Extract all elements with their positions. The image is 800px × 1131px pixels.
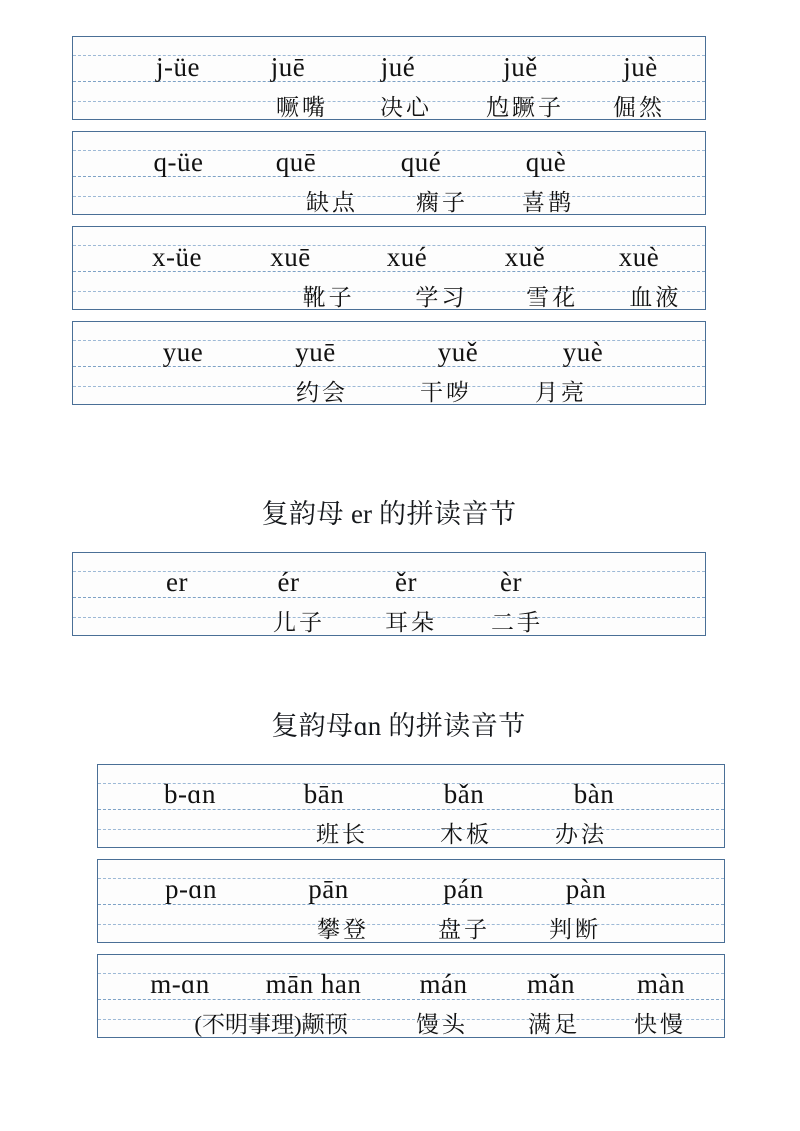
pinyin-cell: pán	[443, 874, 484, 905]
pinyin-cell: xué	[386, 241, 428, 272]
pinyin-cell: j-üe	[156, 51, 200, 82]
guide-line-top	[73, 340, 705, 341]
guide-line-mid	[73, 81, 705, 82]
pinyin-box-er	[72, 552, 706, 636]
hanzi-row	[98, 821, 724, 849]
guide-line-bottom	[73, 617, 705, 618]
pinyin-cell: qué	[400, 146, 442, 177]
pinyin-cell: xuē	[270, 241, 311, 272]
section-heading-er	[72, 500, 706, 530]
hanzi-row	[98, 1011, 724, 1039]
pinyin-cell: mān han	[265, 969, 362, 1000]
word-cell: 木板	[440, 822, 492, 848]
guide-line-top	[73, 55, 705, 56]
guide-line-top	[73, 571, 705, 572]
word-cell: 攀登	[317, 917, 369, 943]
pinyin-cell: yuè	[562, 336, 604, 367]
guide-line-bottom	[98, 1019, 724, 1020]
guide-line-bottom	[73, 386, 705, 387]
heading-prefix: 复韵母	[261, 499, 344, 529]
pinyin-cell: yue	[162, 336, 204, 367]
pinyin-cell: xuě	[504, 241, 546, 272]
word-cell: 约会	[296, 379, 348, 405]
pinyin-cell: b-ɑn	[163, 779, 217, 810]
guide-line-mid	[73, 176, 705, 177]
heading-suffix: 的拼读音节	[378, 499, 517, 529]
pinyin-cell: p-ɑn	[164, 874, 218, 905]
word-cell: 噘嘴	[276, 94, 328, 120]
pinyin-box-man	[97, 954, 725, 1038]
pinyin-cell: màn	[637, 969, 685, 1000]
guide-line-top	[98, 973, 724, 974]
pinyin-box-jue	[72, 36, 706, 120]
word-cell: 血液	[629, 284, 682, 310]
guide-line-top	[73, 245, 705, 246]
heading-prefix: 复韵母	[271, 711, 354, 741]
hanzi-row	[73, 93, 705, 121]
word-cell: 快慢	[634, 1012, 686, 1038]
section-ue	[72, 36, 706, 416]
word-cell: 雪花	[526, 284, 579, 310]
section-er	[72, 500, 706, 647]
pinyin-cell: ér	[277, 567, 300, 598]
guide-line-bottom	[73, 291, 705, 292]
pinyin-box-yue	[72, 321, 706, 405]
word-cell: 学习	[415, 284, 468, 310]
word-cell: 干哕	[420, 379, 472, 405]
word-cell: 喜鹊	[522, 189, 574, 215]
pinyin-cell: bǎn	[443, 779, 485, 810]
guide-line-mid	[98, 904, 724, 905]
pinyin-cell: juē	[270, 51, 306, 82]
section-an	[97, 712, 725, 1049]
guide-line-mid	[73, 597, 705, 598]
heading-suffix: 的拼读音节	[388, 711, 526, 741]
guide-line-top	[98, 878, 724, 879]
guide-line-mid	[73, 366, 705, 367]
guide-line-bottom	[73, 101, 705, 102]
word-cell: 耳朵	[385, 610, 437, 636]
pinyin-cell: pàn	[565, 874, 607, 905]
word-cell: 倔然	[613, 94, 665, 120]
pinyin-cell: yuē	[295, 336, 336, 367]
word-cell: 办法	[555, 822, 607, 848]
pinyin-cell: m-ɑn	[150, 969, 210, 1000]
hanzi-row	[73, 188, 705, 216]
word-cell: 判断	[549, 917, 601, 943]
word-cell: 月亮	[535, 379, 587, 405]
pinyin-cell: èr	[500, 567, 522, 598]
pinyin-box-ban	[97, 764, 725, 848]
pinyin-cell: yuě	[437, 336, 479, 367]
guide-line-mid	[73, 271, 705, 272]
pinyin-cell: x-üe	[152, 241, 202, 272]
heading-latin: ɑn	[353, 711, 382, 741]
word-cell: 盘子	[438, 917, 490, 943]
pinyin-cell: er	[166, 567, 188, 598]
hanzi-row	[73, 378, 705, 406]
heading-latin: er	[351, 499, 372, 529]
pinyin-cell: bān	[303, 779, 345, 810]
word-cell: 决心	[380, 94, 432, 120]
pinyin-cell: jué	[380, 51, 416, 82]
pinyin-box-pan	[97, 859, 725, 943]
word-cell: 班长	[316, 822, 368, 848]
guide-line-top	[98, 783, 724, 784]
hanzi-row	[98, 916, 724, 944]
pinyin-cell: mán	[419, 969, 468, 1000]
pinyin-cell: xuè	[618, 241, 660, 272]
pinyin-cell: pān	[308, 874, 349, 905]
word-cell: 靴子	[302, 284, 355, 310]
pinyin-cell: juè	[623, 51, 658, 82]
pinyin-cell: bàn	[573, 779, 615, 810]
pinyin-box-que	[72, 131, 706, 215]
guide-line-bottom	[98, 924, 724, 925]
word-cell: 尥蹶子	[486, 94, 564, 120]
hanzi-row	[73, 609, 705, 637]
guide-line-bottom	[73, 196, 705, 197]
section-heading-an	[72, 712, 725, 742]
pinyin-cell: quē	[275, 146, 317, 177]
pinyin-box-xue	[72, 226, 706, 310]
pinyin-cell: mǎn	[527, 969, 575, 1000]
word-cell: 瘸子	[416, 189, 468, 215]
word-cell: 二手	[491, 610, 543, 636]
guide-line-mid	[98, 999, 724, 1000]
word-cell: (不明事理)颟顸	[194, 1012, 348, 1038]
word-cell: 满足	[528, 1012, 580, 1038]
guide-line-top	[73, 150, 705, 151]
word-cell: 馒头	[416, 1012, 468, 1038]
pinyin-cell: juě	[503, 51, 538, 82]
word-cell: 儿子	[273, 610, 325, 636]
pinyin-cell: ěr	[395, 567, 417, 598]
pinyin-cell: què	[525, 146, 567, 177]
pinyin-cell: q-üe	[153, 146, 204, 177]
word-cell: 缺点	[306, 189, 358, 215]
hanzi-row	[73, 283, 705, 311]
guide-line-mid	[98, 809, 724, 810]
guide-line-bottom	[98, 829, 724, 830]
